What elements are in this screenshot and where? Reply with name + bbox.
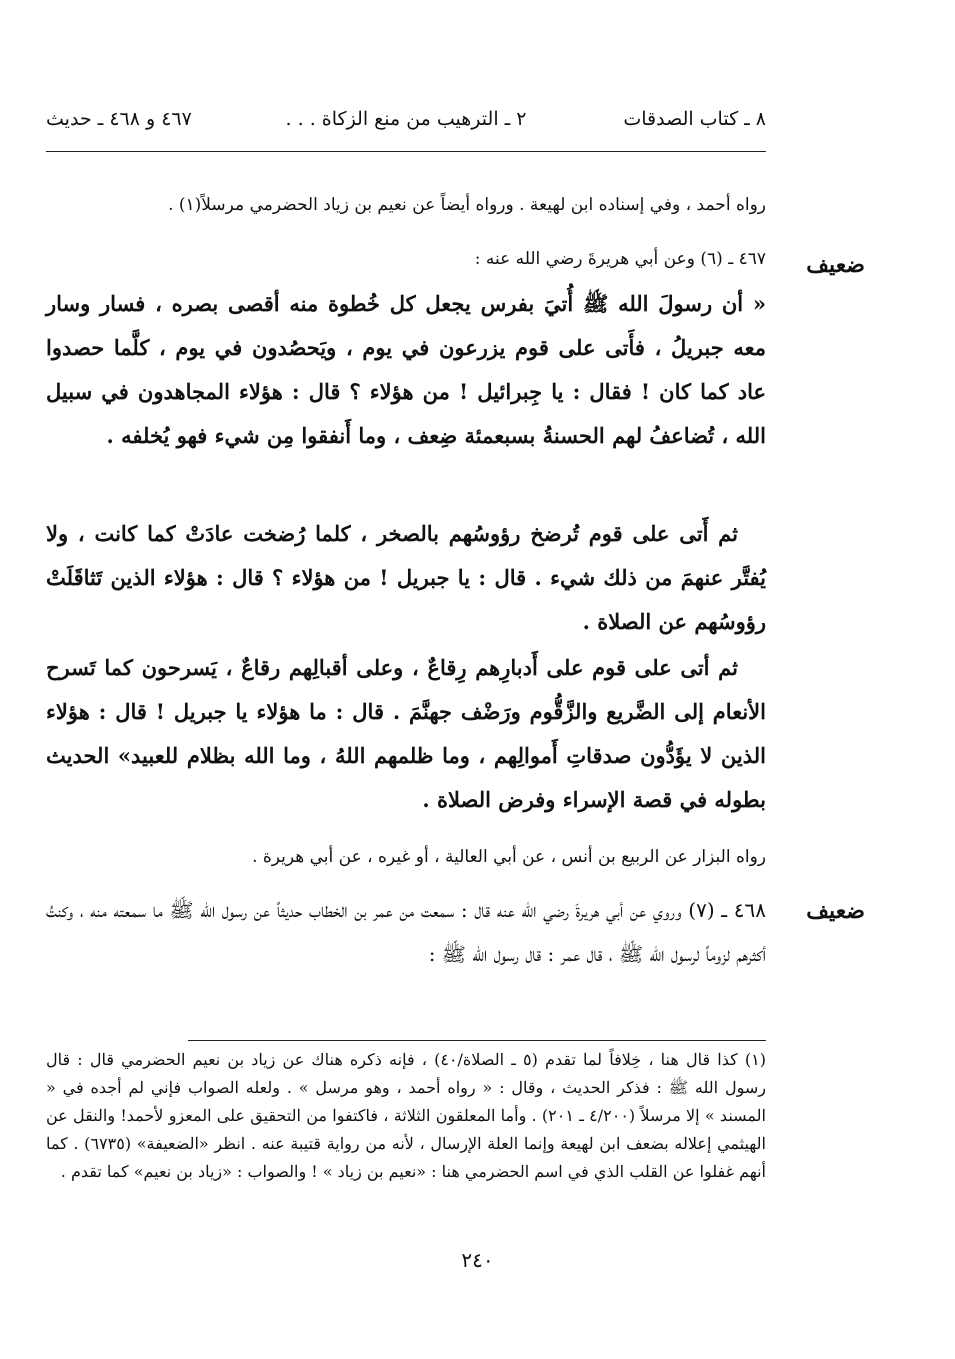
hadith-467-paragraph-1: « أن رسولَ الله ﷺ أُتيَ بفرس يجعل كل خُطوة منه أقصى بصره ، فسار وسار معه جبريلُ ، فأَتى على قوم يزرعون في يوم ، ويَحصُدون في يوم ، كلَّما حصدوا عاد كما كان ! فقال : يا جِبرائيل ! من هؤلاء ؟ قال : هؤلاء المجاهدون في سبيل الله ، تُضاعفُ لهم الحسنةُ بسبعمئة ضِعف ، وما أَنفقوا مِن شيء فهو يُخلفه . xyxy=(46,291,766,448)
header-chapter-title: ٢ ـ الترهيب من منع الزكاة . . . xyxy=(285,108,527,130)
running-header xyxy=(46,108,766,142)
header-divider xyxy=(46,151,766,152)
hadith-468-grade: ضعيف xyxy=(806,898,865,924)
intro-citation: رواه أحمد ، وفي إسناده ابن لهيعة . ورواه أيضاً عن نعيم بن زياد الحضرمي مرسلاً(١) . xyxy=(168,195,766,215)
hadith-467-grade: ضعيف xyxy=(806,252,865,278)
hadith-468-text: ٤٦٨ ـ (٧) وروي عن أبي هريرةَ رضي الله عنه قال : سمعت من عمر بن الخطاب حديثاً عن رسول الله ﷺ ما سمعته منه ، وكنتُ أكثرهم لزوماً لرسول الله ﷺ ، قال عمر : قال رسول الله ﷺ : xyxy=(46,898,766,966)
header-book-title: ٨ ـ كتاب الصدقات xyxy=(623,108,766,130)
hadith-467-lead: ٤٦٧ ـ (٦) وعن أبي هريرةَ رضي الله عنه : xyxy=(474,249,766,269)
footnote-1: (١) كذا قال هنا ، خِلافاً لما تقدم (٥ ـ الصلاة/٤٠) ، فإنه ذكره هناك عن زياد بن نعيم الحضرمي قال : قال رسول الله ﷺ : فذكر الحديث ، وقال : « رواه أحمد ، وهو مرسل » . ولعله الصواب فإني لم أجده في « المسند » إلا مرسلاً (٤/٢٠٠ ـ ٢٠١) . وأما المعلقون الثلاثة ، فاكتفوا من التحقيق على المعزو لأحمد! والنقل عن الهيثمي إعلاله بضعف ابن لهيعة وإنما العلة الإرسال ، لأنه من رواية قتيبة عنه . انظر «الضعيفة» (٦٧٣٥) . كما أنهم غفلوا عن القلب الذي في اسم الحضرمي هنا : «نعيم بن زياد » ! والصواب : «زياد بن نعيم» كما تقدم . xyxy=(46,1050,767,1181)
hadith-467-paragraph-2: ثم أَتى على قوم تُرضخ رؤوسُهم بالصخر ، كلما رُضخت عادَتْ كما كانت ، ولا يُفتَّر عنهمَ من ذلك شيء . قال : يا جبريل ! من هؤلاء ؟ قال : هؤلاء الذين تَثاقَلَتْ رؤوسُهم عن الصلاة . xyxy=(46,521,766,634)
footnote-divider xyxy=(188,1040,766,1041)
header-hadith-range: ٤٦٧ و ٤٦٨ ـ حديث xyxy=(46,108,192,130)
hadith-467-paragraph-3: ثم أتى على قوم على أَدبارِهم رِقاعٌ ، وعلى أقبالِهم رقاعٌ ، يَسرحون كما تَسرح الأنعام إلى الضَّريع والزَّقُّوم ورَضْف جهنَّمَ . قال : ما هؤلاء يا جبريل ! قال : هؤلاء الذين لا يؤَدُّون صدقاتِ أَموالِهم ، وما ظلمهم اللهُ ، وما الله بظلام للعبيد» الحديث بطوله في قصة الإسراء وفرض الصلاة . xyxy=(46,655,766,812)
page-number: ٢٤٠ xyxy=(461,1248,494,1272)
hadith-467-source: رواه البزار عن الربيع بن أنس ، عن أبي العالية ، أو غيره ، عن أبي هريرة . xyxy=(252,847,766,867)
